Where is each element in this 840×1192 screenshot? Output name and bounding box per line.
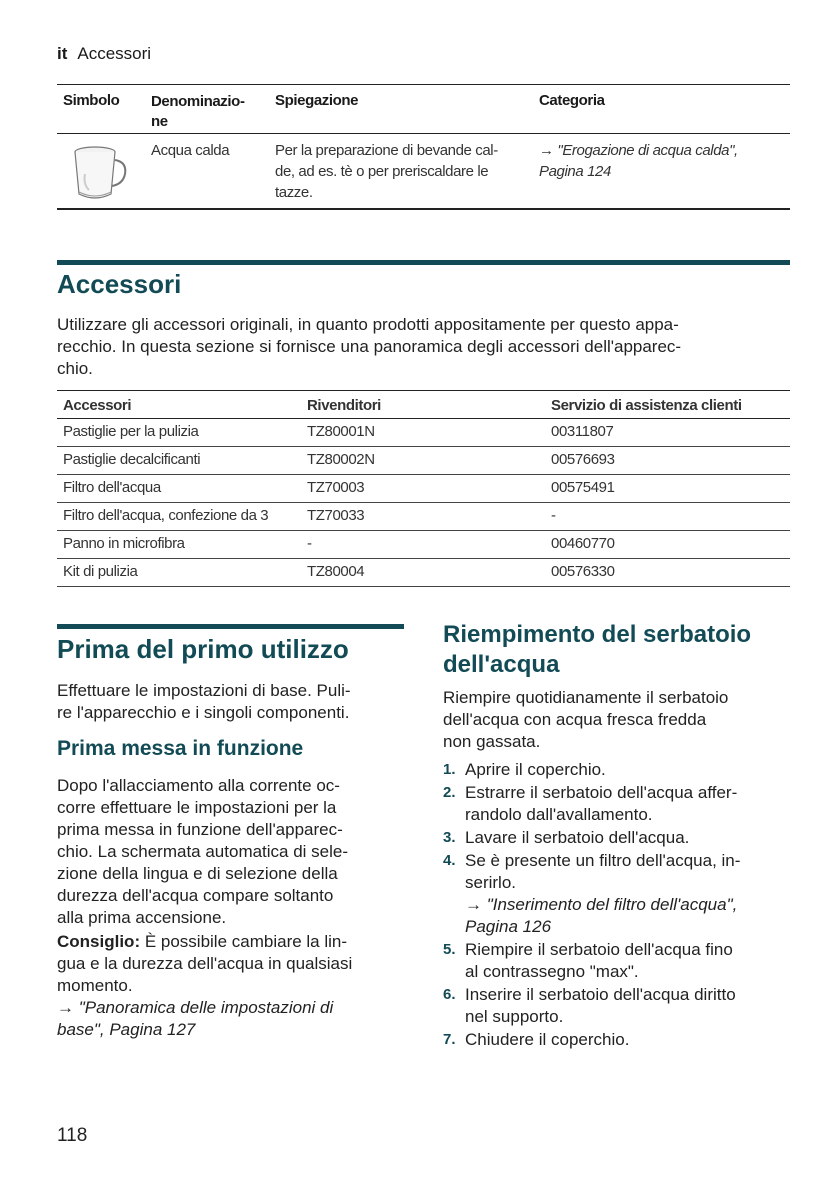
first-use-intro [57,680,407,724]
expl-line1: Per la preparazione di bevande cal- [275,142,498,159]
step-number: 6. [443,986,456,1003]
acc-col-header: Servizio di assistenza clienti [551,397,742,414]
section-title-fill-tank [443,620,751,680]
step-text: serirlo. [465,873,517,892]
table-cell: 00460770 [551,535,615,552]
body-line: alla prima accensione. [57,908,227,927]
tip-label: Consiglio: [57,932,141,951]
table-cell: 00576330 [551,563,615,580]
body-line: zione della lingua e di selezione della [57,864,338,883]
expl-line2: de, ad es. tè o per preriscaldare le [275,163,489,180]
list-item [443,782,793,826]
list-item [443,827,793,849]
fill-title-line2: dell'acqua [443,651,560,678]
col-header-category: Categoria [539,92,605,109]
list-item [443,1029,793,1051]
step-text: Lavare il serbatoio dell'acqua. [465,828,690,847]
intro-line1: Utilizzare gli accessori originali, in quanto prodotti appositamente per questo appa- [57,315,679,334]
table-cell: 00311807 [551,423,614,440]
fill-tank-intro [443,687,793,753]
commissioning-body [57,775,407,929]
category-link-line2[interactable]: Pagina 124 [539,163,611,180]
intro-line3: chio. [57,359,93,378]
language-code: it [57,44,68,63]
fill-intro-line2: dell'acqua con acqua fresca fredda [443,710,707,729]
col-header-name-line2: ne [151,113,168,130]
running-header [57,44,151,64]
accessories-table [57,390,790,590]
fill-steps-list [443,759,793,1052]
acc-col-header: Accessori [63,397,132,414]
row-category[interactable] [539,140,738,182]
table-cell: - [551,507,556,524]
body-line: prima messa in funzione dell'apparec- [57,820,343,839]
intro-line2: recchio. In questa sezione si fornisce una panoramica degli accessori dell'apparec- [57,337,682,356]
tip-line2: gua e la durezza dell'acqua in qualsiasi [57,954,353,973]
category-link-line1[interactable]: "Erogazione di acqua calda", [557,142,738,159]
step-text: Estrarre il serbatoio dell'acqua affer- [465,783,738,802]
tip-line3: momento. [57,976,133,995]
row-explanation [275,140,498,203]
step-text: Aprire il coperchio. [465,760,606,779]
settings-link-line1[interactable]: "Panoramica delle impostazioni di [74,998,334,1017]
table-cell: Kit di pulizia [63,563,138,580]
section-title-first-use: Prima del primo utilizzo [57,634,349,664]
row-name: Acqua calda [151,142,230,159]
fill-intro-line3: non gassata. [443,732,541,751]
col-header-explanation: Spiegazione [275,92,359,109]
step-text: al contrassegno "max". [465,962,639,981]
table-row [57,503,790,531]
table-cell: TZ80002N [307,451,375,468]
settings-link-line2[interactable]: base", Pagina 127 [57,1020,196,1039]
filter-link-line2[interactable]: Pagina 126 [465,917,552,936]
page-number: 118 [57,1125,88,1146]
step-number: 7. [443,1031,456,1048]
list-item [443,939,793,983]
table-row [57,419,790,447]
table-cell: TZ70003 [307,479,365,496]
col-header-name [151,92,245,132]
table-row [57,559,790,587]
table-cell: 00576693 [551,451,615,468]
table-bottom-rule [57,208,790,210]
table-cell: TZ70033 [307,507,365,524]
list-item [443,759,793,781]
section-title-accessori: Accessori [57,269,182,299]
table-cell: Pastiglie decalcificanti [63,451,201,468]
list-item [443,850,793,938]
table-cell: Pastiglie per la pulizia [63,423,199,440]
ref-arrow-icon: → [539,142,554,159]
list-item [443,984,793,1028]
first-use-intro-line2: re l'apparecchio e i singoli componenti. [57,703,350,722]
table-cell: Panno in microfibra [63,535,185,552]
tip-block [57,931,407,1041]
col-header-name-line1: Denominazio- [151,93,245,110]
header-title: Accessori [77,44,152,63]
section-bar [57,260,790,265]
table-cell: 00575491 [551,479,615,496]
body-line: durezza dell'acqua compare soltanto [57,886,334,905]
acc-header-row [57,391,790,419]
table-row [57,475,790,503]
step-number: 5. [443,941,456,958]
step-number: 2. [443,784,456,801]
fill-title-line1: Riempimento del serbatoio [443,621,752,648]
table-cell: Filtro dell'acqua [63,479,161,496]
table-cell: TZ80004 [307,563,365,580]
symbol-table [57,84,790,214]
expl-line3: tazze. [275,184,313,201]
step-text: Chiudere il coperchio. [465,1030,630,1049]
body-line: corre effettuare le impostazioni per la [57,798,337,817]
header-rule [57,133,790,134]
hot-water-cup-icon [71,140,129,204]
col-header-symbol: Simbolo [63,92,120,109]
ref-arrow-icon: → [465,895,482,914]
body-line: chio. La schermata automatica di sele- [57,842,349,861]
acc-col-header: Rivenditori [307,397,381,414]
table-cell: TZ80001N [307,423,375,440]
table-cell: - [307,535,312,552]
step-text: nel supporto. [465,1007,564,1026]
filter-link-line1[interactable]: "Inserimento del filtro dell'acqua", [482,895,738,914]
table-cell: Filtro dell'acqua, confezione da 3 [63,507,269,524]
table-row [57,447,790,475]
section-bar-first-use [57,624,404,629]
step-number: 4. [443,852,456,869]
step-number: 3. [443,829,456,846]
ref-arrow-icon: → [57,998,74,1017]
fill-intro-line1: Riempire quotidianamente il serbatoio [443,688,729,707]
step-ref-line1[interactable] [465,894,793,916]
first-use-intro-line1: Effettuare le impostazioni di base. Puli- [57,681,351,700]
step-text: Se è presente un filtro dell'acqua, in- [465,851,741,870]
subsection-title-commissioning: Prima messa in funzione [57,737,304,760]
tip-line1: È possibile cambiare la lin- [140,932,348,951]
table-row [57,531,790,559]
step-text: randolo dall'avallamento. [465,805,653,824]
accessori-intro [57,314,797,380]
step-number: 1. [443,761,456,778]
table-top-rule [57,84,790,85]
step-text: Riempire il serbatoio dell'acqua fino [465,940,733,959]
step-text: Inserire il serbatoio dell'acqua diritto [465,985,736,1004]
body-line: Dopo l'allacciamento alla corrente oc- [57,776,340,795]
